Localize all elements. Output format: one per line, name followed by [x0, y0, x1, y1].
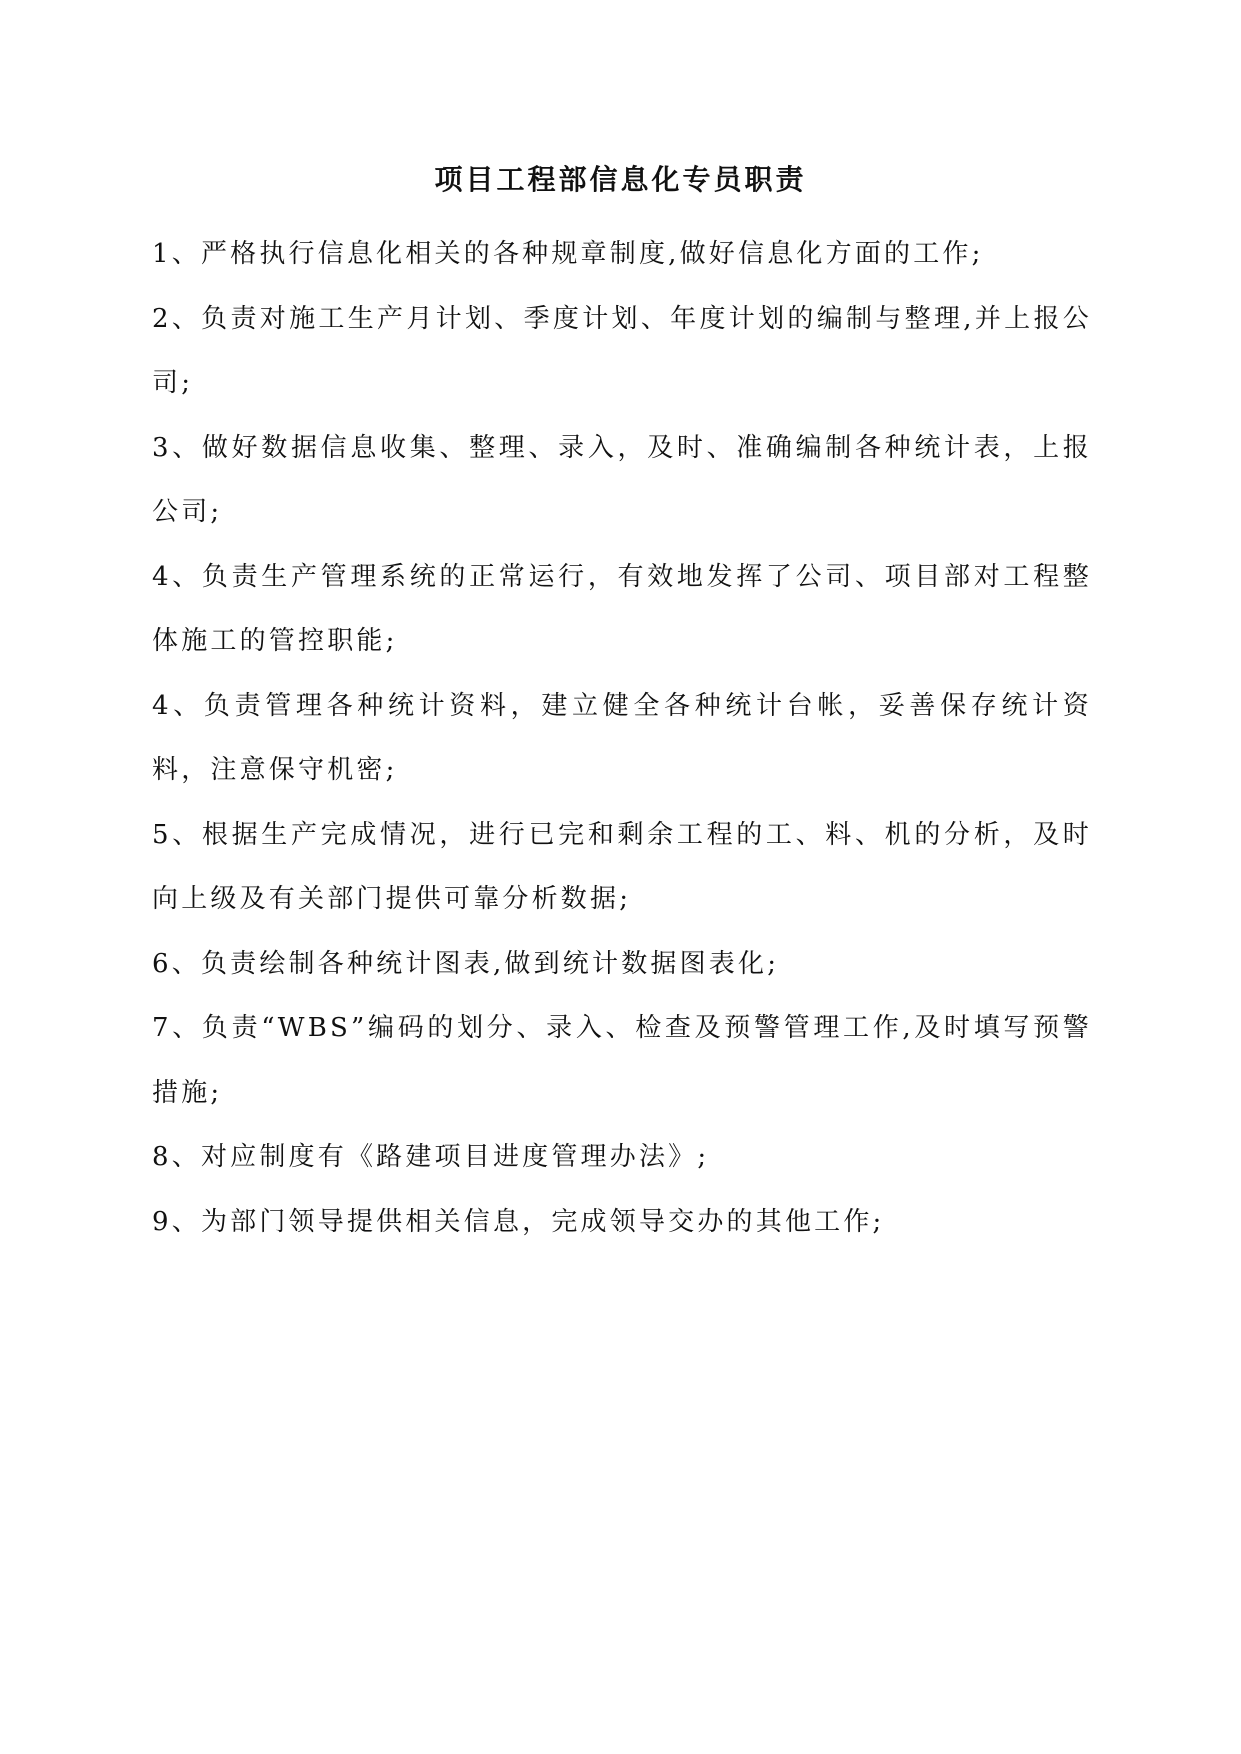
duty-item-5: 5、根据生产完成情况，进行已完和剩余工程的工、料、机的分析，及时向上级及有关部门提供可靠分析数据; — [152, 819, 1092, 914]
document-title: 项目工程部信息化专员职责 — [434, 163, 807, 196]
document-body — [152, 222, 1092, 1254]
duty-item-3: 3、做好数据信息收集、整理、录入，及时、准确编制各种统计表，上报公司; — [152, 432, 1092, 527]
duty-item-4a: 4、负责生产管理系统的正常运行，有效地发挥了公司、项目部对工程整体施工的管控职能; — [152, 561, 1092, 656]
duty-item-6: 6、负责绘制各种统计图表,做到统计数据图表化; — [152, 948, 780, 979]
duty-item-1: 1、严格执行信息化相关的各种规章制度,做好信息化方面的工作; — [152, 239, 984, 269]
duty-item-8: 8、对应制度有《路建项目进度管理办法》; — [152, 1142, 710, 1172]
duty-item-2: 2、负责对施工生产月计划、季度计划、年度计划的编制与整理,并上报公司; — [152, 303, 1092, 398]
duty-item-4b: 4、负责管理各种统计资料，建立健全各种统计台帐，妥善保存统计资料，注意保守机密; — [152, 690, 1092, 785]
duty-item-7: 7、负责“WBS”编码的划分、录入、检查及预警管理工作,及时填写预警措施; — [152, 1013, 1092, 1108]
duty-item-9: 9、为部门领导提供相关信息，完成领导交办的其他工作; — [152, 1206, 885, 1237]
